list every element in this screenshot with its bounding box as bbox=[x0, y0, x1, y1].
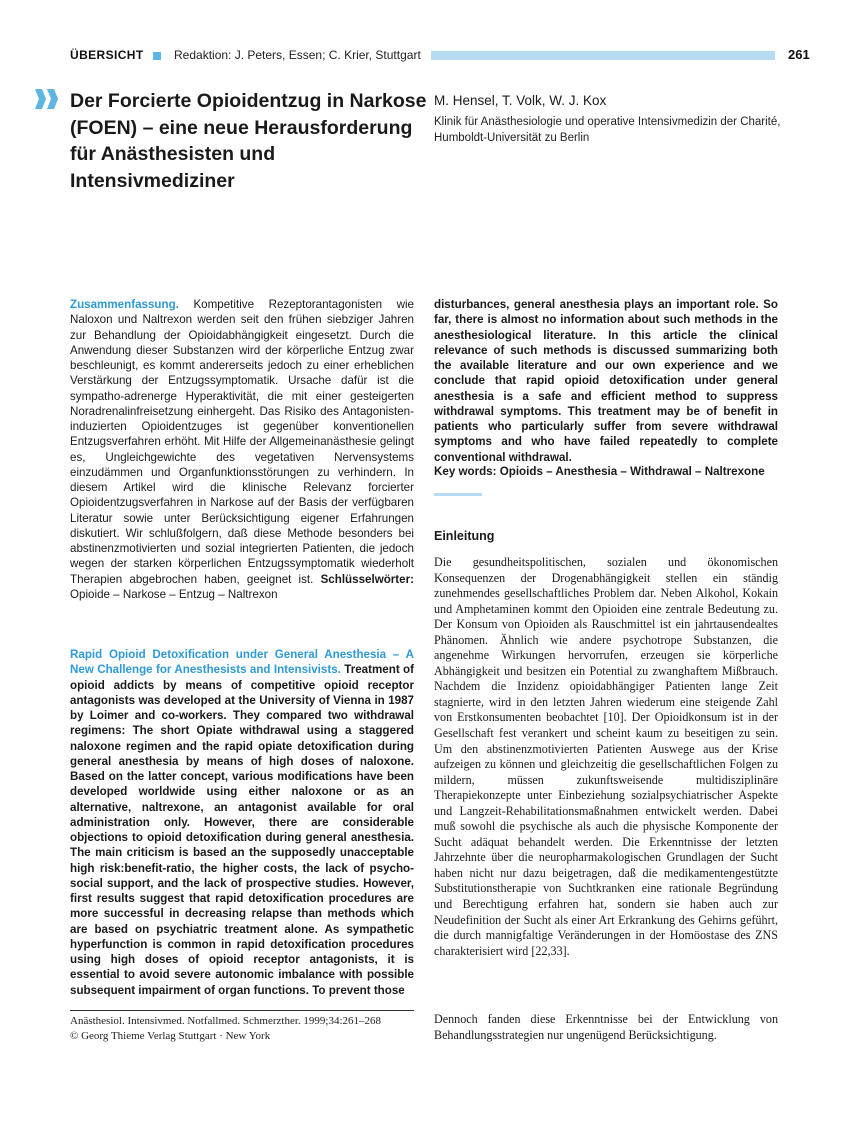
footer-rule bbox=[70, 1010, 414, 1011]
body-paragraph: Dennoch fanden diese Erkenntnisse bei der Entwicklung von Behandlungsstrategien nur ungenügend Berücksichtigung. bbox=[434, 1012, 778, 1042]
affiliation: Klinik für Anästhesiologie und operative Intensivmedizin der Charité, Humboldt-Universität zu Berlin bbox=[434, 116, 781, 144]
editors-line: Redaktion: J. Peters, Essen; C. Krier, Stuttgart bbox=[174, 48, 421, 62]
publisher-line: © Georg Thieme Verlag Stuttgart · New York bbox=[70, 1030, 271, 1042]
authors: M. Hensel, T. Volk, W. J. Kox bbox=[434, 93, 607, 108]
abstract-german-text: Kompetitive Rezeptorantagonisten wie Naloxon und Naltrexon werden seit den frühen siebziger Jahren zur Behandlung der Opioidabhängigkeit eingesetzt. Durch die Anwendung dieser Substanzen wird der körperliche Entzug zwar beschleunigt, es kommt andererseits jedoch zu einer erheblichen Verstärkung der Entzugssymptomatik. Ursache dafür ist die sympatho-adrenerge Hyperaktivität, die mit einer gesteigerten Noradrenalinfreisetzung einhergeht. Das Risiko des Antagonisten-induzierten Opioidentzuges ist gegenüber konventionellen Entzugsverfahren erhöht. Mit Hilfe der Allgemeinanästhesie gelingt es, Ungleichgewichte des vegetativen Nervensystems einzudämmen und Organfunktionsstörungen zu verhindern. In diesem Artikel wird die klinische Relevanz forcierter Opioidentzugsverfahren in Narkose auf der Basis der verfügbaren Literatur sowie unter Berücksichtigung eigener Erfahrungen diskutiert. Wir schlußfolgern, daß diese Methode besonders bei abstinenzmotivierten und sozial integrierten Patienten, die jedoch wegen der starken körperlichen Entzugssymptomatik wiederholt Therapien abgebrochen haben, geeignet ist. bbox=[70, 298, 414, 586]
section-label: ÜBERSICHT bbox=[70, 48, 144, 62]
abstract-german-label: Zusammenfassung. bbox=[70, 298, 179, 311]
keywords-english: Opioids – Anesthesia – Withdrawal – Naltrexone bbox=[499, 465, 765, 478]
abstract-english bbox=[70, 647, 414, 998]
keywords-english-line bbox=[434, 465, 778, 478]
keywords-german-label: Schlüsselwörter: bbox=[320, 572, 414, 586]
article-title: Der Forcierte Opioidentzug in Narkose (FOEN) – eine neue Herausforderung für Anästhesisten und Intensivmediziner bbox=[70, 90, 427, 192]
page-number: 261 bbox=[788, 47, 810, 62]
section-separator bbox=[434, 493, 482, 496]
keywords-english-label: Key words: bbox=[434, 465, 497, 478]
abstract-english-continued bbox=[434, 297, 778, 465]
abstract-english-text-part1: Treatment of opioid addicts by means of competitive opioid receptor antagonists was developed at the University of Vienna in 1987 by Loimer and co-workers. They compared two withdrawal regimens: The short Opiate withdrawal using a staggered naloxone regimen and the rapid opiate detoxification during general anesthesia by means of high doses of naloxone. Based on the latter concept, various modifications have been developed worldwide using either naloxone or as an alternative, naltrexone, an antagonist available for oral administration only. However, there are considerable objections to opioid detoxification during general anesthesia. The main criticism is based an the supposedly unacceptable high risk:benefit-ratio, the higher costs, the lack of psycho-social support, and the lack of prospective studies. However, first results suggest that rapid detoxification procedures are more successful in decreasing relapse than methods which are based on psychiatric treatment alone. As sympathetic hyperfunction is common in rapid detoxification procedures using high doses of opioid receptor antagonists, it is essential to avoid severe autonomic imbalance with possible subsequent impairment of organ functions. To prevent those bbox=[70, 663, 414, 997]
keywords-german: Opioide – Narkose – Entzug – Naltrexon bbox=[70, 587, 278, 601]
header-accent-bar bbox=[431, 51, 775, 60]
section-heading: Einleitung bbox=[434, 529, 495, 543]
header-square-marker bbox=[153, 52, 161, 60]
abstract-english-title: Rapid Opioid Detoxification under General Anesthesia – A New Challenge for Anesthesists and Intensivists. bbox=[70, 648, 414, 677]
citation-line: Anästhesiol. Intensivmed. Notfallmed. Schmerzther. 1999;34:261–268 bbox=[70, 1015, 382, 1027]
body-paragraph: Die gesundheitspolitischen, sozialen und ökonomischen Konsequenzen der Drogenabhängigkeit stellen ein ständig zunehmendes gesellschaftliches Problem dar. Neben Alkohol, Kokain und Amphetaminen kommt den Opioiden eine zentrale Bedeutung zu. Der Konsum von Opioiden als Rauschmittel ist ein jahrtausendealtes Phänomen. Ähnlich wie andere psychotrope Substanzen, die angenehme Wirkungen hervorrufen, erzeugen sie körperliche Abhängigkeit und besitzen ein Potential zu zwanghaftem Mißbrauch. Nachdem die Inzidenz opioidabhängiger Patienten lange Zeit stagnierte, wird in den letzten Jahren wiederum eine steigende Zahl von Erstkonsumenten beobachtet [10]. Der Opioidkonsum ist in der Gesellschaft fest verankert und scheint kaum zu beseitigen zu sein. Um den abstinenzmotivierten Patienten Auswege aus der Krise aufzeigen zu können und gleichzeitig die gesellschaftlichen Folgen zu mildern, müssen zukunftsweisende multidisziplinäre Therapiekonzepte unter Einbeziehung sozialpsychiatrischer Aspekte und Langzeit-Rehabilitationsmaßnahmen entwickelt werden. Dabei muß sowohl die psychische als auch die physische Komponente der Sucht adäquat behandelt werden. Die Erkenntnisse der letzten Jahrzehnte über die neuropharmakologischen Grundlagen der Sucht haben nicht nur dazu beigetragen, daß die medikamentengestützte Substitutionstherapie von Suchtkranken eine rationale Begründung und Berechtigung erfahren hat, sondern sie haben auch zur Neudefinition der Sucht als einer Art Erkrankung des Gehirns geführt, die durch mannigfaltige Veränderungen in der Homöostase des ZNS charakterisiert wird [22,33]. bbox=[434, 555, 778, 958]
abstract-german bbox=[70, 297, 414, 602]
quote-marker-icon bbox=[34, 88, 60, 110]
abstract-english-text-part2: disturbances, general anesthesia plays an important role. So far, there is almost no information about such methods in the anesthesiological literature. In this article the clinical relevance of such methods is discussed summarizing both the available literature and our own experience and we conclude that rapid opioid detoxification under general anesthesia is a safe and efficient method to suppress withdrawal symptoms. This treatment may be of benefit in patients who particularly suffer from severe withdrawal symptoms and who have failed repeatedly to complete conventional withdrawal. bbox=[434, 298, 778, 464]
